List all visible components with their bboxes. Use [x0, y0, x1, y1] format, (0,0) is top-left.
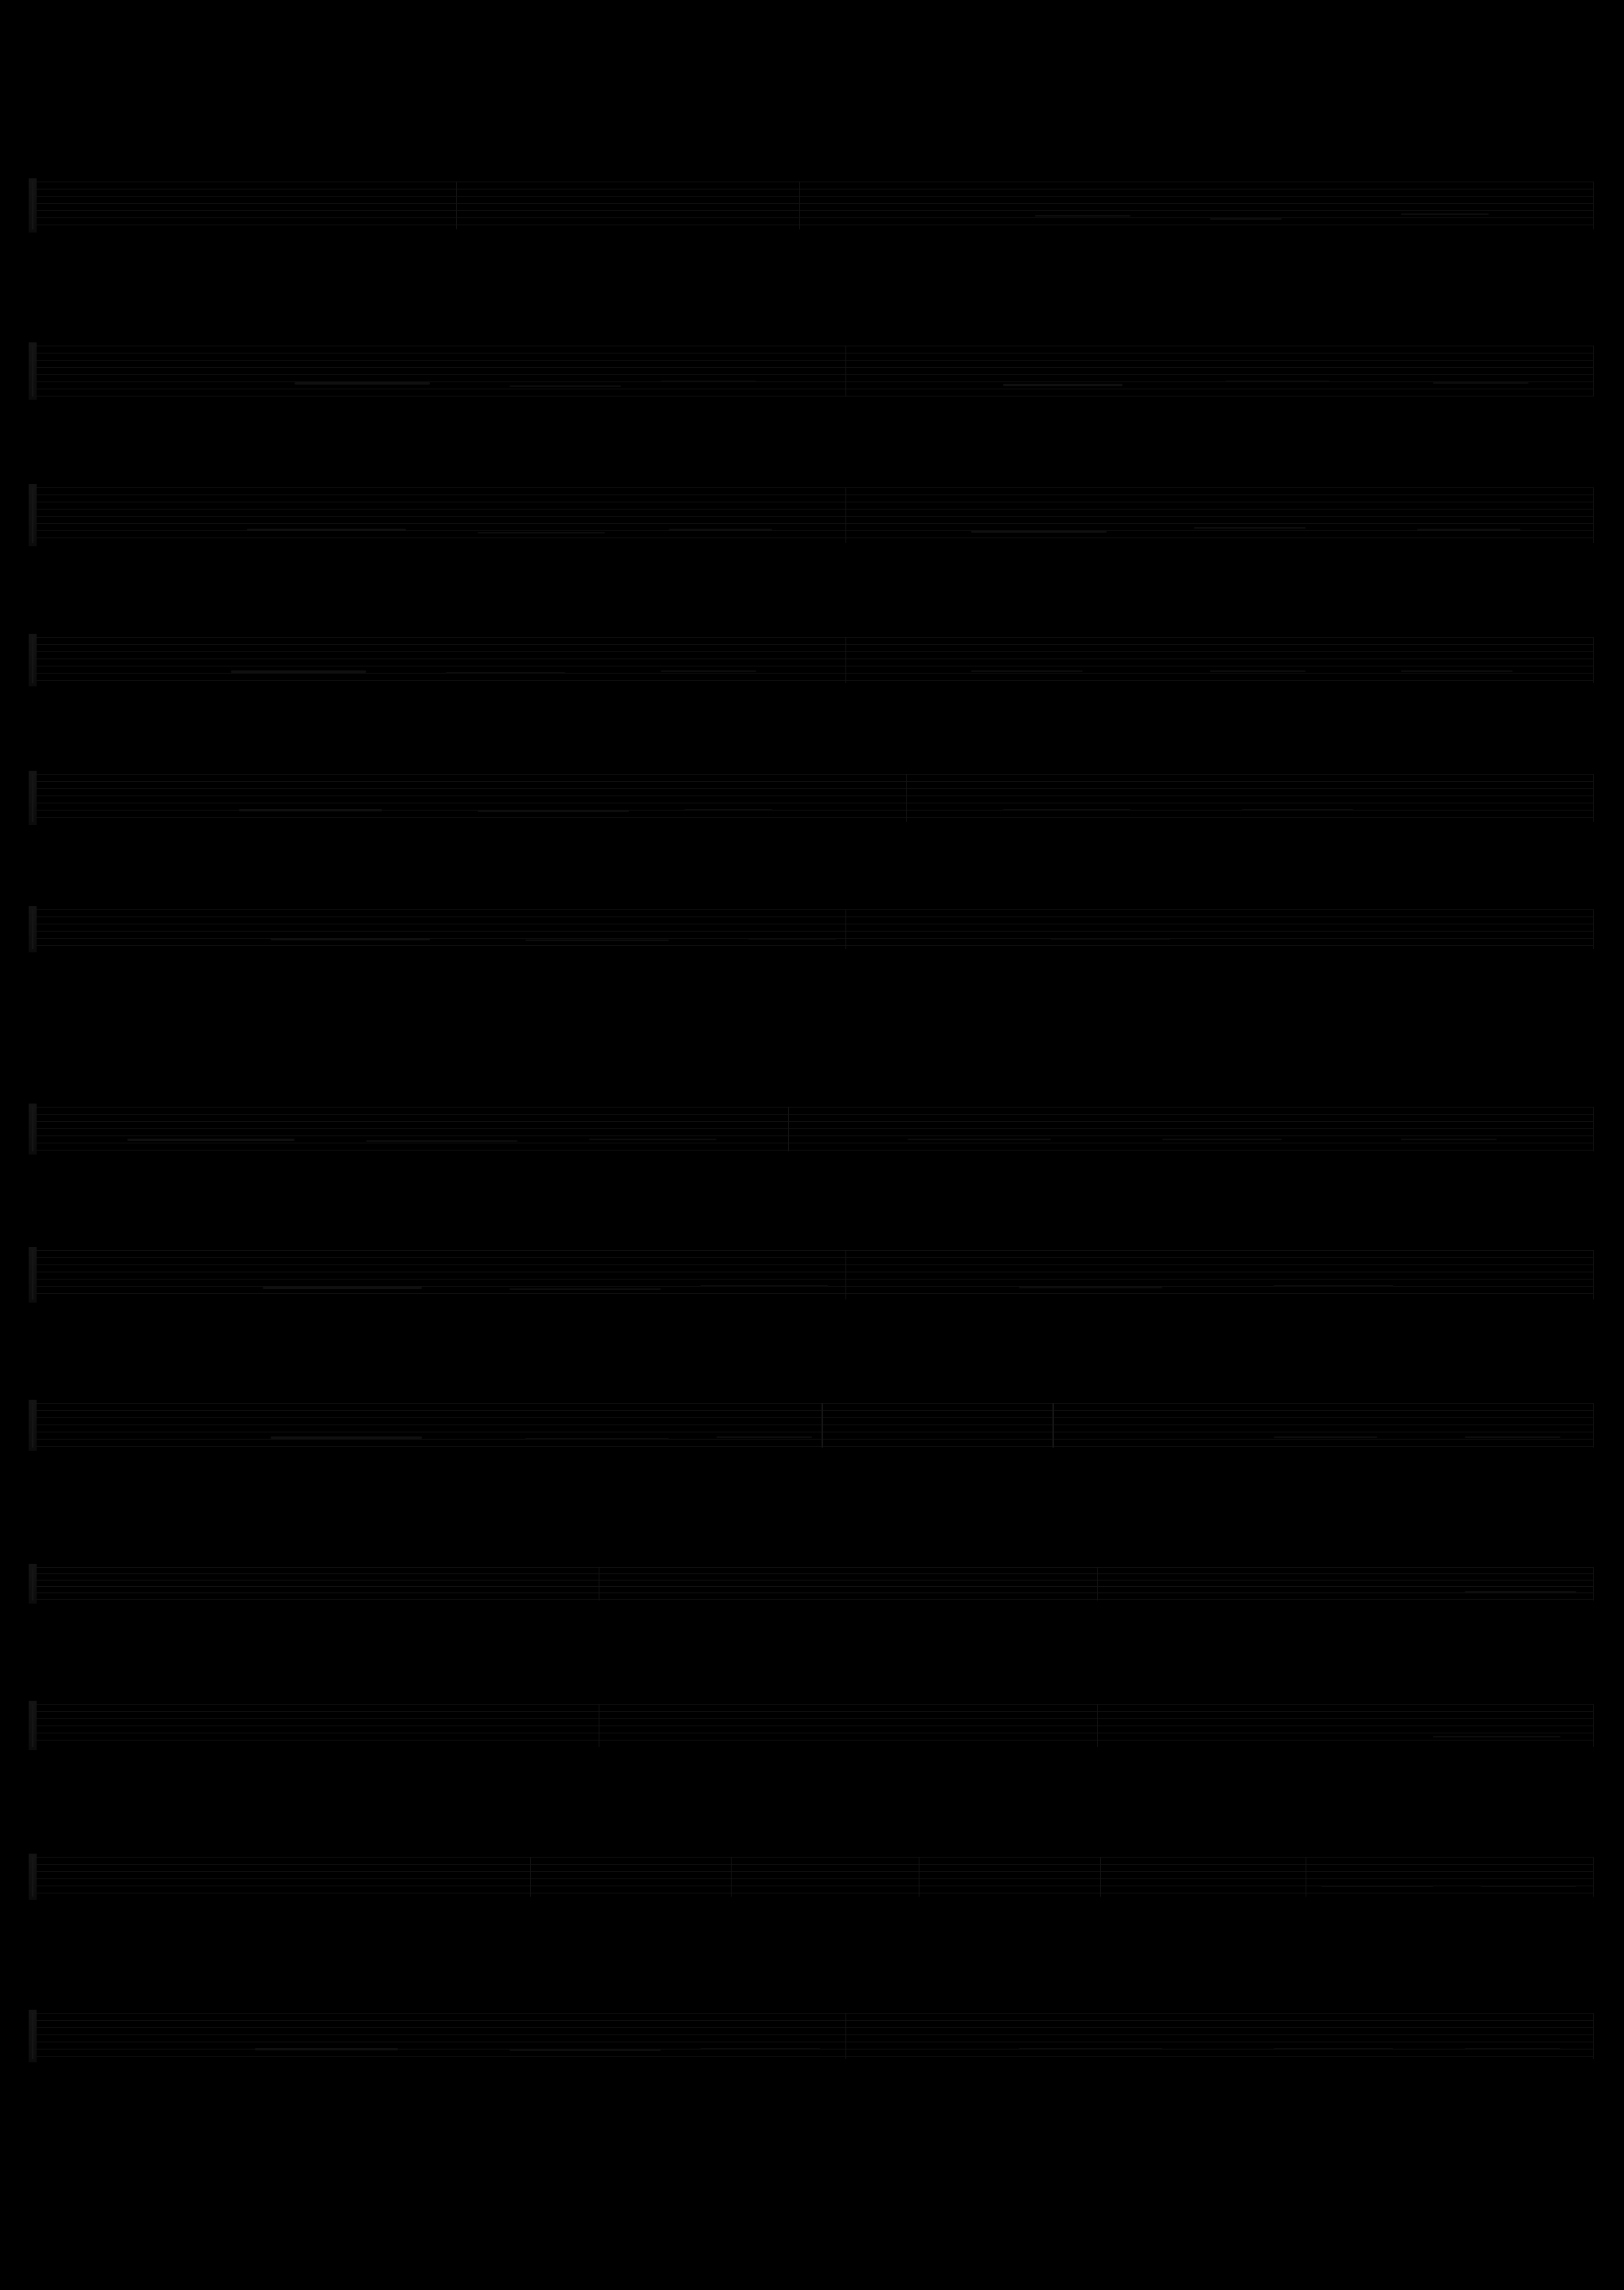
note-group [255, 2048, 398, 2050]
note-group [1019, 2048, 1162, 2050]
note-group [1401, 1139, 1497, 1140]
barline [32, 487, 33, 543]
barline [1593, 1567, 1594, 1600]
barline [1097, 1567, 1098, 1600]
staff-lines [32, 1857, 1594, 1897]
staff [32, 182, 1594, 229]
note-group [1226, 381, 1329, 382]
barline [32, 1704, 33, 1747]
note-group [478, 532, 605, 533]
note-group [247, 529, 406, 531]
note-group [1019, 1287, 1162, 1288]
note-group [446, 672, 565, 674]
barline [845, 637, 846, 683]
staff-lines [32, 637, 1594, 683]
staff [32, 1857, 1594, 1897]
staff-lines [32, 774, 1594, 822]
music-system [32, 346, 1594, 397]
note-group [1210, 218, 1282, 220]
barline [1593, 1857, 1594, 1897]
note-group [669, 529, 772, 530]
barline [1593, 182, 1594, 229]
note-group [1433, 1736, 1560, 1737]
note-group [748, 938, 836, 940]
barline [845, 2013, 846, 2059]
staff-lines [32, 1403, 1594, 1448]
note-group [1465, 1436, 1560, 1438]
barline [32, 637, 33, 683]
staff-lines [32, 346, 1594, 397]
barline [788, 1107, 789, 1151]
barline [1593, 2013, 1594, 2059]
barline [845, 1250, 846, 1299]
note-group [971, 530, 1107, 533]
note-group [127, 1139, 295, 1141]
barline [799, 182, 800, 229]
staff-lines [32, 2013, 1594, 2059]
staff [32, 1704, 1594, 1747]
staff [32, 774, 1594, 822]
note-group [1210, 670, 1306, 672]
barline [822, 1403, 823, 1448]
note-group [1242, 809, 1353, 811]
note-group [1417, 529, 1521, 530]
barline [1593, 637, 1594, 683]
note-group [525, 940, 669, 941]
barline [1593, 1403, 1594, 1448]
note-group [1051, 938, 1170, 940]
barline [32, 1107, 33, 1151]
note-group [271, 938, 430, 940]
music-system [32, 1704, 1594, 1747]
music-system [32, 1403, 1594, 1448]
note-group [509, 1288, 661, 1290]
barline [32, 909, 33, 949]
barline [1593, 1704, 1594, 1747]
barline [530, 1857, 531, 1897]
music-system [32, 182, 1594, 229]
barline [845, 487, 846, 543]
barline [1100, 1857, 1101, 1897]
note-group [1274, 1285, 1393, 1287]
note-group [971, 670, 1083, 672]
barline [1593, 774, 1594, 822]
note-group [1162, 1139, 1282, 1140]
staff [32, 909, 1594, 949]
barline [906, 774, 907, 822]
note-group [661, 670, 756, 672]
music-system [32, 2013, 1594, 2059]
barline [845, 909, 846, 949]
note-group [509, 385, 621, 387]
staff [32, 487, 1594, 543]
staff [32, 1567, 1594, 1600]
staff [32, 637, 1594, 683]
note-group [1401, 213, 1489, 215]
barline [1593, 1250, 1594, 1299]
note-group [1003, 809, 1130, 811]
barline [32, 1857, 33, 1897]
music-system [32, 487, 1594, 543]
barline [845, 346, 846, 397]
staff-lines [32, 487, 1594, 543]
staff [32, 1250, 1594, 1299]
staff-lines [32, 1704, 1594, 1747]
note-group [661, 381, 756, 382]
barline [1593, 909, 1594, 949]
barline [32, 1567, 33, 1600]
barline [1593, 487, 1594, 543]
music-system [32, 1107, 1594, 1151]
note-group [366, 1140, 517, 1142]
staff-lines [32, 1107, 1594, 1151]
barline [731, 1857, 732, 1897]
barline [1593, 1107, 1594, 1151]
note-group [1035, 215, 1130, 217]
staff [32, 346, 1594, 397]
barline [32, 182, 33, 229]
note-group [1433, 382, 1528, 384]
note-group [1003, 384, 1122, 386]
staff [32, 2013, 1594, 2059]
barline [32, 1403, 33, 1448]
note-group [509, 2050, 661, 2051]
staff-lines [32, 1250, 1594, 1299]
staff-lines [32, 909, 1594, 949]
note-group [525, 1438, 669, 1440]
note-group [589, 1139, 716, 1140]
note-group [701, 2048, 820, 2050]
note-group [1465, 1591, 1576, 1592]
music-system [32, 774, 1594, 822]
music-system [32, 909, 1594, 949]
barline [32, 1250, 33, 1299]
barline [456, 182, 457, 229]
note-group [1481, 1886, 1576, 1887]
note-group [263, 1287, 422, 1289]
barline [32, 2013, 33, 2059]
music-system [32, 637, 1594, 683]
note-group [271, 1436, 422, 1439]
note-group [231, 670, 366, 673]
music-system [32, 1250, 1594, 1299]
note-group [1274, 2048, 1393, 2050]
staff-lines [32, 1567, 1594, 1600]
staff [32, 1403, 1594, 1448]
note-group [478, 811, 629, 812]
note-group [1465, 2048, 1560, 2050]
note-group [1194, 527, 1306, 529]
barline [1097, 1704, 1098, 1747]
music-system [32, 1567, 1594, 1600]
note-group [685, 809, 772, 811]
note-group [908, 1139, 1051, 1140]
note-group [1274, 1436, 1377, 1438]
staff [32, 1107, 1594, 1151]
barline [32, 346, 33, 397]
note-group [295, 382, 430, 385]
barline [1052, 1403, 1054, 1448]
note-group [701, 1285, 828, 1287]
staff-lines [32, 182, 1594, 229]
note-group [716, 1436, 812, 1438]
note-group [1321, 1886, 1433, 1887]
barline [32, 774, 33, 822]
barline [1593, 346, 1594, 397]
note-group [239, 809, 382, 811]
note-group [1401, 670, 1513, 672]
music-system [32, 1857, 1594, 1897]
